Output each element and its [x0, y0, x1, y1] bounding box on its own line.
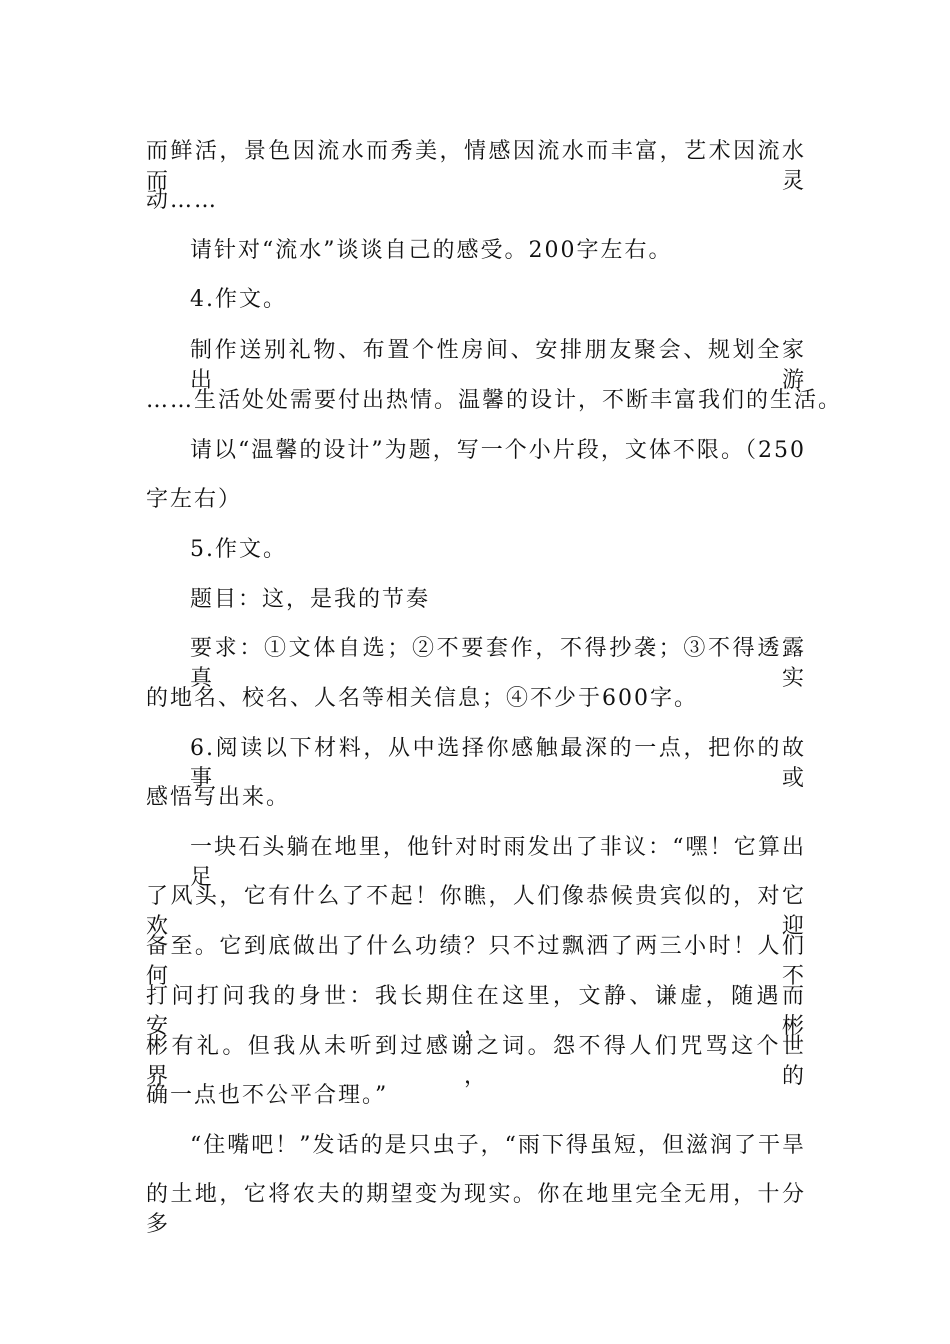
text-line: 要求：①文体自选；②不要套作，不得抄袭；③不得透露真实: [190, 636, 806, 691]
text-line: “住嘴吧！”发话的是只虫子，“雨下得虽短，但滋润了干旱: [190, 1133, 806, 1158]
text-line: 动……: [146, 188, 219, 213]
text-line: 请针对“流水”谈谈自己的感受。200字左右。: [190, 238, 673, 263]
text-line: 的土地，它将农夫的期望变为现实。你在地里完全无用，十分多: [146, 1182, 806, 1237]
text-line: 而鲜活，景色因流水而秀美，情感因流水而丰富，艺术因流水而灵: [146, 139, 806, 194]
text-line: 感悟写出来。: [146, 785, 291, 810]
text-line: 请以“温馨的设计”为题，写一个小片段，文体不限。（250: [190, 438, 806, 463]
text-line: 打问打问我的身世：我长期住在这里，文静、谦虚，随遇而安，彬: [146, 984, 806, 1039]
section-heading: 5.作文。: [190, 537, 287, 562]
text-line: 字左右）: [146, 487, 243, 512]
text-line: 了风头，它有什么了不起！你瞧，人们像恭候贵宾似的，对它欢迎: [146, 884, 806, 939]
text-line: ……生活处处需要付出热情。温馨的设计，不断丰富我们的生活。: [146, 388, 843, 413]
section-heading: 6.阅读以下材料，从中选择你感触最深的一点，把你的故事或: [190, 736, 806, 791]
text-line: 一块石头躺在地里，他针对时雨发出了非议：“嘿！它算出足: [190, 835, 806, 890]
text-line: 备至。它到底做出了什么功绩？只不过飘洒了两三小时！人们何不: [146, 934, 806, 989]
section-heading: 4.作文。: [190, 287, 287, 312]
text-line: 确一点也不公平合理。”: [146, 1083, 389, 1108]
text-line: 的地名、校名、人名等相关信息；④不少于600字。: [146, 686, 698, 711]
text-line: 制作送别礼物、布置个性房间、安排朋友聚会、规划全家出游: [190, 338, 806, 393]
text-line: 题目：这，是我的节奏: [190, 587, 431, 612]
text-line: 彬有礼。但我从未听到过感谢之词。怨不得人们咒骂这个世界，的: [146, 1034, 806, 1089]
